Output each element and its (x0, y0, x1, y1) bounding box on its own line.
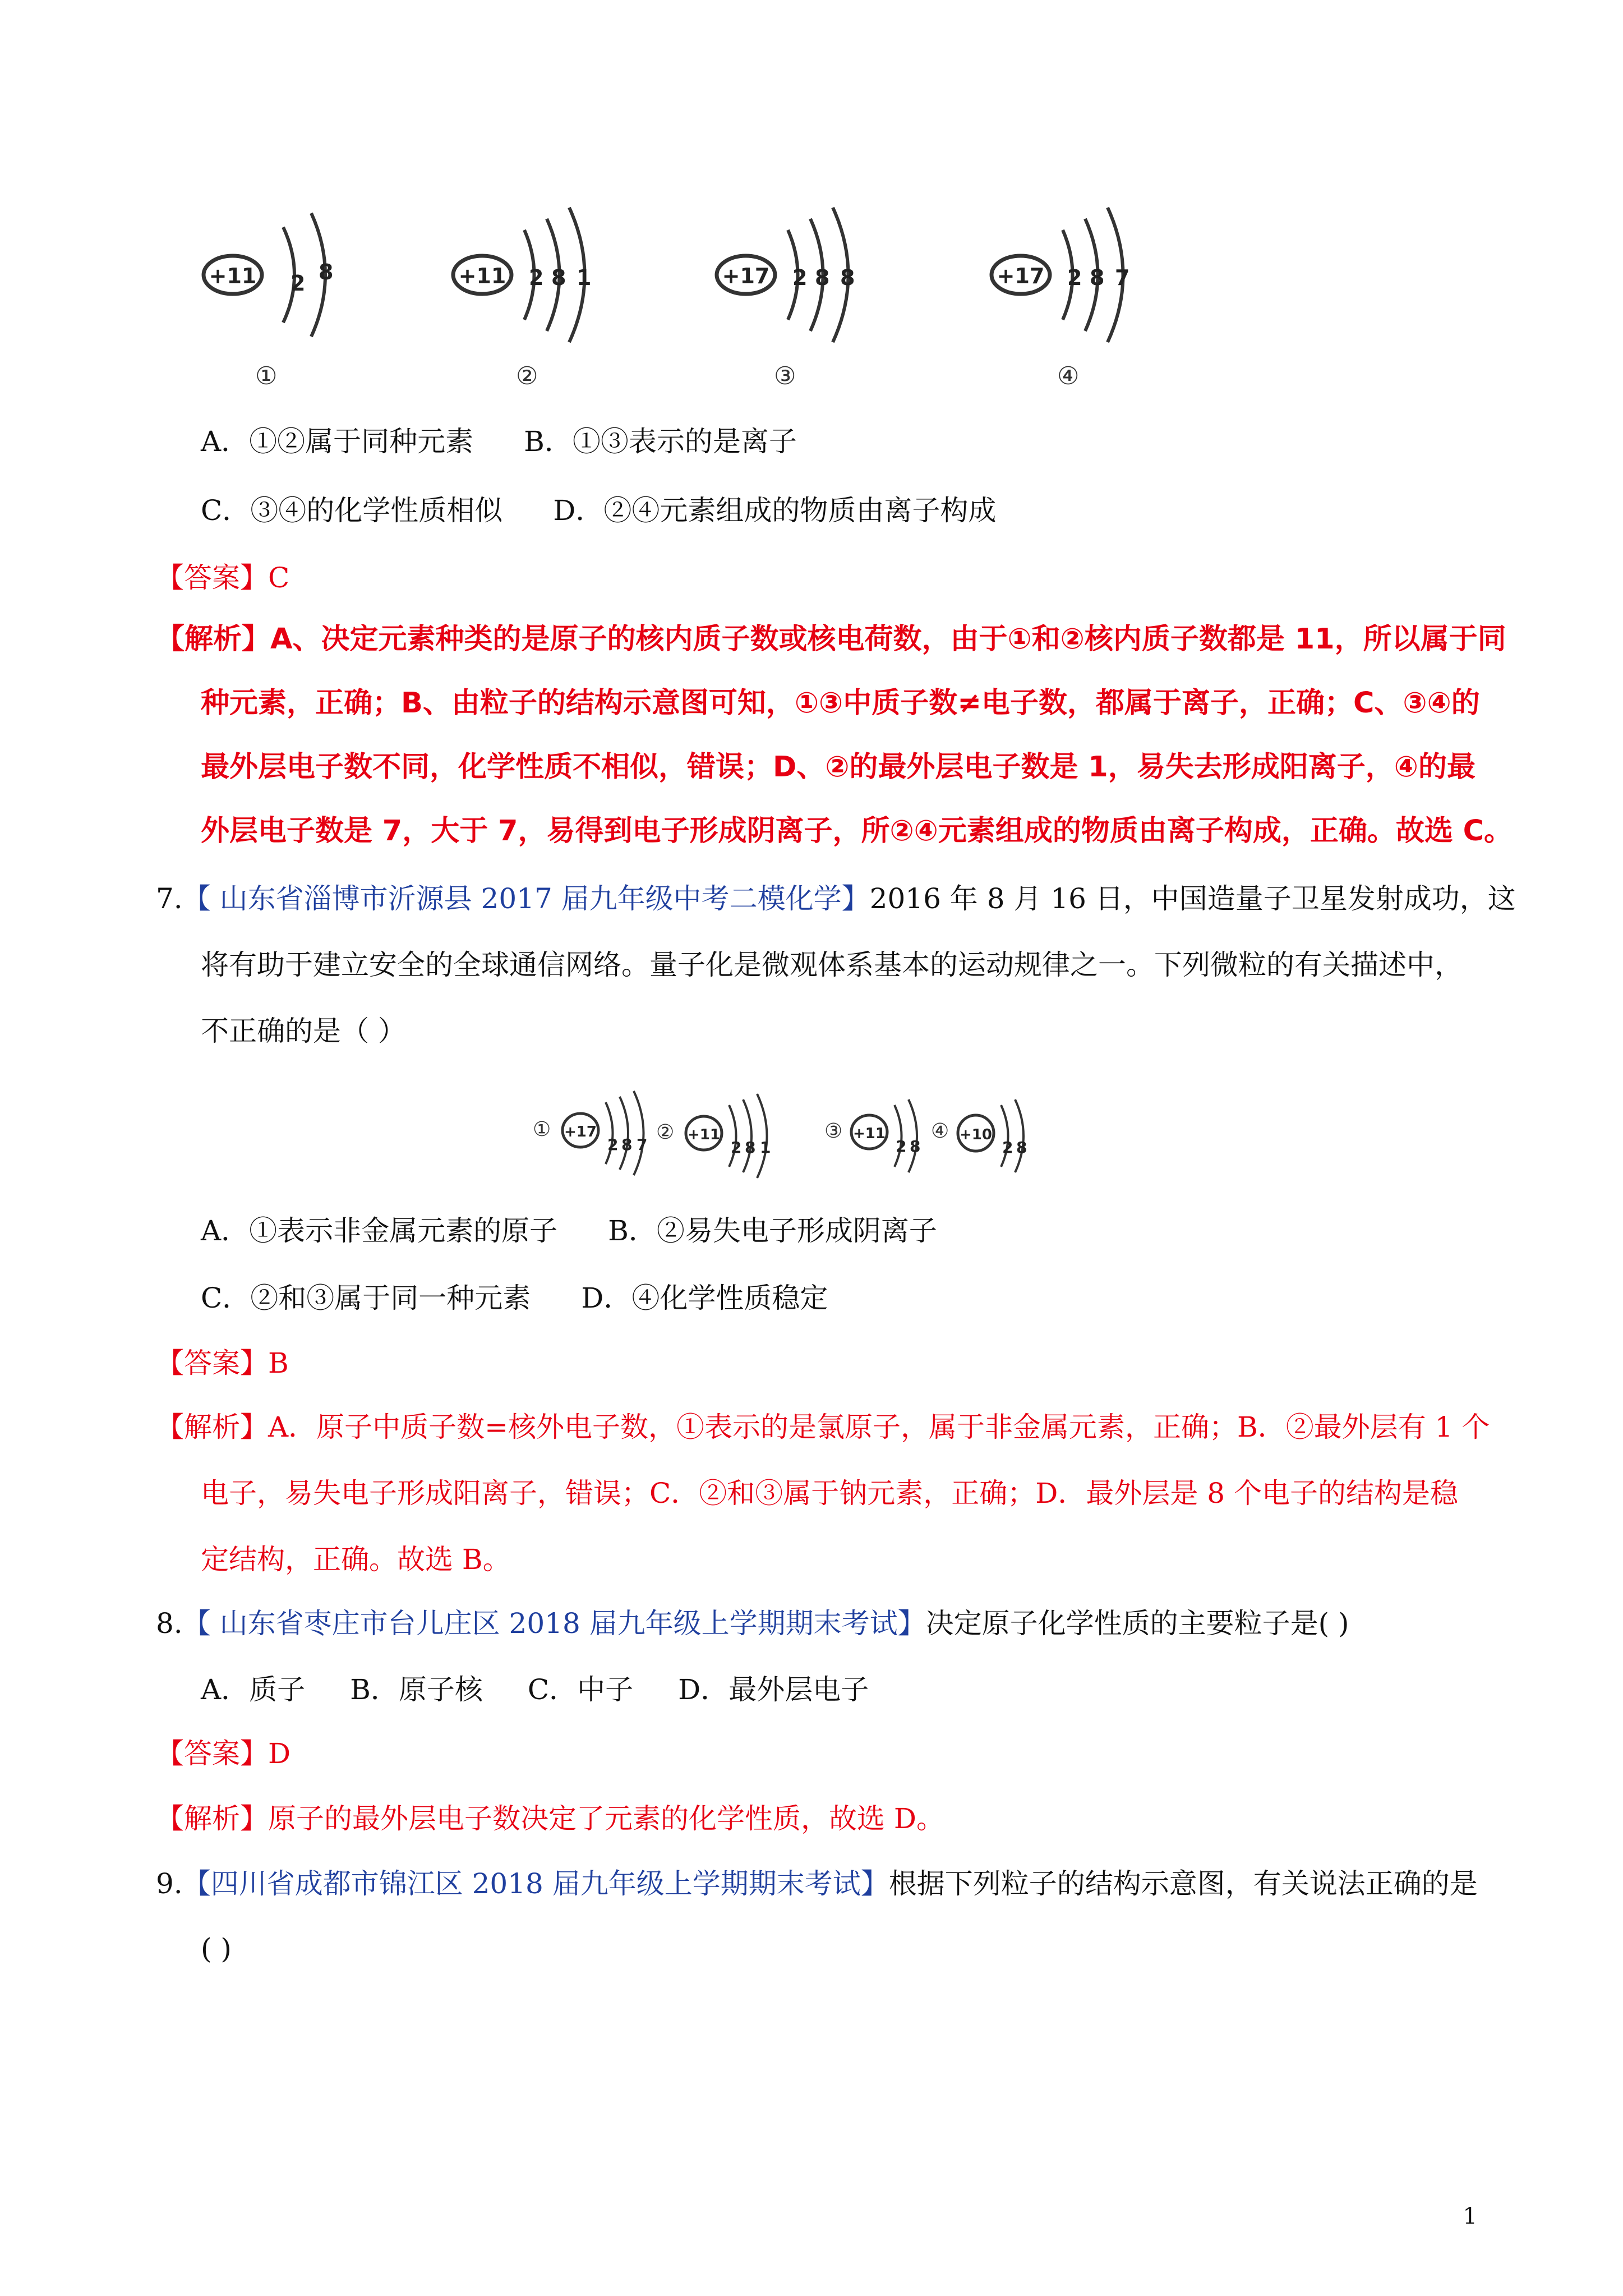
q7-stem-line-3: 不正确的是（ ） (201, 1015, 406, 1047)
q7-stem-line-2: 将有助于建立安全的全球通信网络。量子化是微观体系基本的运动规律之一。下列微粒的有关描述中， (201, 949, 1463, 981)
q7-atom-3-shell-2: 8 (910, 1137, 921, 1156)
q7-option-row-2 (201, 1280, 828, 1316)
atom-2-nucleus: +11 (458, 264, 506, 288)
q7-atom-4-shell-2: 8 (1016, 1138, 1027, 1157)
atom-4-shell-2: 8 (1090, 265, 1105, 290)
q7-atom-1-label: ① (533, 1118, 551, 1141)
atom-2-shell-1: 2 (529, 265, 544, 290)
atom-structure-diagram-1 (0, 0, 1623, 426)
q6-analysis-line-1: 【解析】A、决定元素种类的是原子的核内质子数或核电荷数，由于①和②核内质子数都是 11，所以属于同 (156, 623, 1506, 656)
q6-option-d: D．②④元素组成的物质由离子构成 (553, 494, 997, 527)
q8-option-d: D．最外层电子 (678, 1673, 869, 1706)
q7-atom-4 (931, 1099, 1027, 1172)
q7-answer-value: B (268, 1347, 289, 1379)
q6-answer (156, 560, 289, 596)
q7-atom-1-nucleus: +17 (564, 1124, 597, 1140)
q7-option-d: D．④化学性质稳定 (581, 1282, 828, 1314)
q6-option-b: B．①③表示的是离子 (524, 425, 797, 458)
q6-analysis-tag: 【解析】 (156, 623, 271, 656)
atom-2-shell-2: 8 (551, 265, 566, 290)
q7-source: 【 山东省淄博市沂源县 2017 届九年级中考二模化学】 (182, 882, 870, 915)
atom-diagram-1 (204, 213, 333, 390)
q7-option-a: A．①表示非金属元素的原子 (201, 1214, 558, 1247)
q8-answer-tag: 【答案】 (156, 1737, 268, 1770)
atom-diagram-2 (453, 208, 591, 390)
q6-analysis-line-3: 最外层电子数不同，化学性质不相似，错误；D、②的最外层电子数是 1，易失去形成阳离子，④的最 (201, 751, 1476, 784)
atom-2-label: ② (516, 362, 538, 390)
q6-answer-tag: 【答案】 (156, 562, 268, 594)
q8-number: 8. (156, 1607, 183, 1640)
q7-answer-tag: 【答案】 (156, 1347, 268, 1379)
q7-atom-3-shell-1: 2 (896, 1137, 907, 1156)
q8-answer-value: D (268, 1737, 291, 1770)
q7-atom-3-nucleus: +11 (853, 1125, 886, 1142)
q8-answer (156, 1736, 291, 1772)
atom-4-nucleus: +17 (997, 264, 1045, 288)
atom-1-nucleus: +11 (209, 264, 257, 288)
q7-option-b: B．②易失电子形成阴离子 (608, 1214, 937, 1247)
atom-4-shell-1: 2 (1067, 265, 1082, 290)
q8-options (201, 1672, 869, 1708)
atom-structure-diagram-2 (0, 1077, 1623, 1223)
q9-number: 9. (156, 1867, 183, 1900)
q7-atom-2-label: ② (656, 1121, 675, 1144)
q7-atom-2 (656, 1094, 771, 1178)
q7-atom-2-shell-3: 1 (760, 1138, 771, 1157)
atom-3-shell-1: 2 (792, 265, 808, 290)
atom-3-shell-3: 8 (840, 265, 855, 290)
q9-stem-line-1: 9.【四川省成都市锦江区 2018 届九年级上学期期末考试】根据下列粒子的结构示意图，有关说法正确的是 (156, 1867, 1478, 1900)
page-number: 1 (1463, 2203, 1477, 2229)
q7-atom-4-label: ④ (931, 1120, 949, 1143)
q7-atom-1-shell-2: 8 (621, 1135, 633, 1154)
q9-stem-line-2: ( ) (201, 1932, 232, 1965)
atom-diagram-3 (717, 208, 855, 390)
atom-3-label: ③ (774, 362, 796, 390)
q6-answer-value: C (268, 562, 290, 594)
q7-atom-1-shell-3: 7 (637, 1135, 648, 1154)
q7-atom-2-shell-1: 2 (731, 1138, 742, 1157)
q8-option-a: A．质子 (201, 1673, 306, 1706)
q7-option-c: C．②和③属于同一种元素 (201, 1282, 531, 1314)
q8-source: 【 山东省枣庄市台儿庄区 2018 届九年级上学期期末考试】 (182, 1607, 926, 1640)
q7-atom-2-shell-2: 8 (745, 1138, 756, 1157)
q6-analysis-line-4: 外层电子数是 7，大于 7，易得到电子形成阴离子，所②④元素组成的物质由离子构成，正确。故选 C。 (201, 815, 1513, 848)
q7-atom-1-shell-1: 2 (607, 1135, 619, 1154)
q7-atom-2-nucleus: +11 (688, 1126, 720, 1143)
q7-atom-1 (533, 1091, 647, 1175)
q8-option-c: C．中子 (527, 1673, 634, 1706)
q6-option-a: A．①②属于同种元素 (201, 425, 474, 458)
q7-atom-4-shell-1: 2 (1002, 1138, 1013, 1157)
atom-1-label: ① (255, 362, 278, 390)
q6-option-row-1 (201, 424, 797, 459)
q7-analysis-line-3: 定结构，正确。故选 B。 (201, 1543, 511, 1576)
atom-4-shell-3: 7 (1115, 265, 1130, 290)
q8-option-b: B．原子核 (350, 1673, 483, 1706)
q8-stem: 8.【 山东省枣庄市台儿庄区 2018 届九年级上学期期末考试】决定原子化学性质的主要粒子是( ) (156, 1607, 1349, 1640)
atom-diagram-4 (992, 208, 1129, 390)
atom-4-label: ④ (1057, 362, 1080, 390)
atom-1-shell-2: 8 (319, 260, 334, 284)
q7-atom-4-nucleus: +10 (960, 1126, 992, 1143)
q8-analysis-tag: 【解析】 (156, 1802, 268, 1835)
q7-option-row-1 (201, 1213, 937, 1249)
q7-atom-3 (824, 1099, 920, 1172)
q6-option-row-2 (201, 493, 996, 528)
atom-1-shell-1: 2 (291, 271, 306, 296)
q6-analysis-line-2: 种元素，正确；B、由粒子的结构示意图可知，①③中质子数≠电子数，都属于离子，正确；C、③④的 (201, 687, 1480, 720)
q7-analysis-tag: 【解析】 (156, 1411, 268, 1443)
q7-atom-3-label: ③ (824, 1120, 843, 1143)
atom-3-shell-2: 8 (815, 265, 830, 290)
atom-3-nucleus: +17 (722, 264, 770, 288)
q7-analysis-line-1: 【解析】A．原子中质子数=核外电子数，①表示的是氯原子，属于非金属元素，正确；B．②最外层有 1 个 (156, 1411, 1490, 1443)
q7-stem-line-1: 7.【 山东省淄博市沂源县 2017 届九年级中考二模化学】2016 年 8 月 16 日，中国造量子卫星发射成功，这 (156, 882, 1516, 915)
atom-2-shell-3: 1 (577, 265, 592, 290)
q7-answer (156, 1345, 289, 1381)
q7-number: 7. (156, 882, 183, 915)
q6-option-c: C．③④的化学性质相似 (201, 494, 503, 527)
q7-analysis-line-2: 电子，易失电子形成阳离子，错误；C．②和③属于钠元素，正确；D．最外层是 8 个电子的结构是稳 (201, 1477, 1458, 1510)
q8-analysis: 【解析】原子的最外层电子数决定了元素的化学性质，故选 D。 (156, 1802, 944, 1835)
q9-source: 【四川省成都市锦江区 2018 届九年级上学期期末考试】 (182, 1867, 889, 1900)
